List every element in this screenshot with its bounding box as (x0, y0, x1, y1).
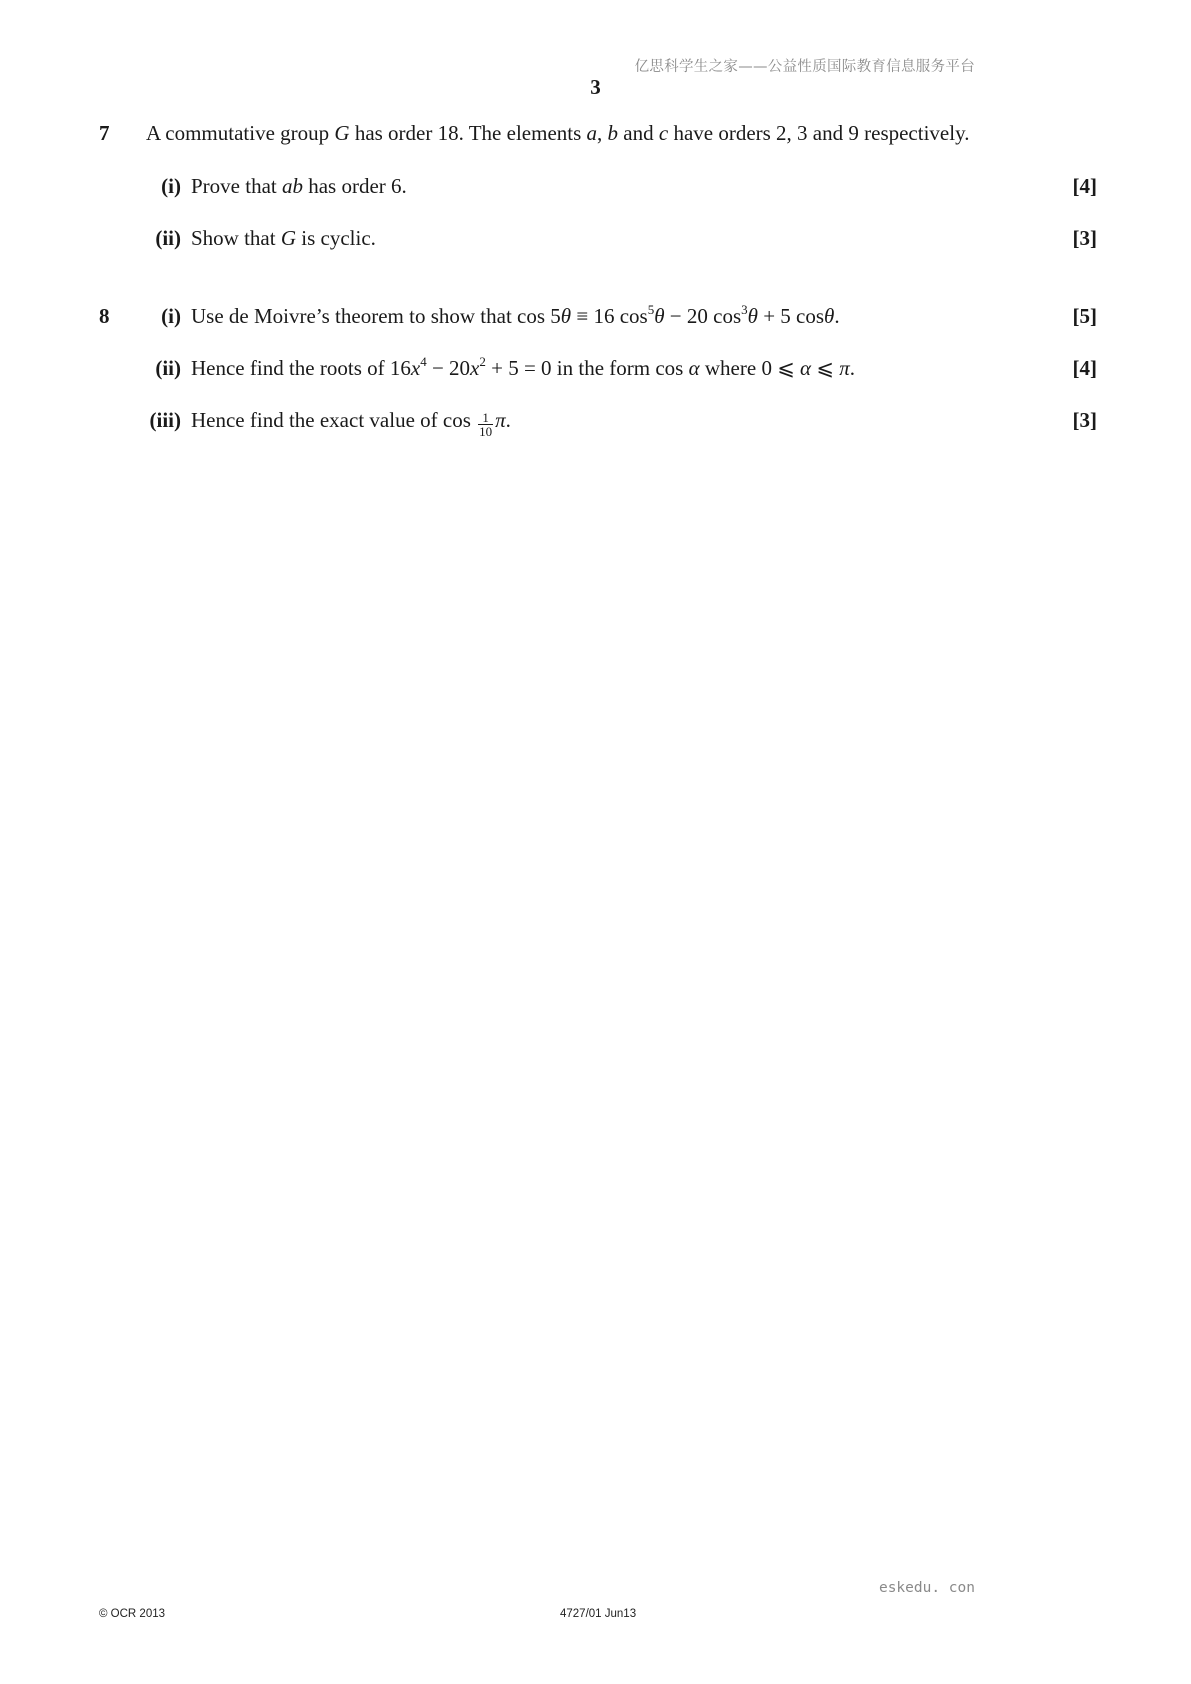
question-8-part-i-label: (i) (161, 304, 181, 328)
question-7-part-i-marks: [4] (1072, 174, 1097, 198)
question-8-part-i-text: Use de Moivre’s theorem to show that cos 5θ ≡ 16 $\cos^5\theta - 20$ $\cos^3\theta + 5$ cosθ. (191, 302, 840, 328)
question-7-stem: A commutative group G has order 18. The elements a, b and c have orders 2, 3 and 9 respectively. (146, 121, 970, 145)
question-8-number: 8 (99, 304, 110, 328)
site-watermark: eskedu. con (878, 1580, 975, 1596)
question-8-part-ii-marks: [4] (1072, 356, 1097, 380)
question-8-part-i-marks: [5] (1072, 304, 1097, 328)
question-7-part-ii-marks: [3] (1072, 226, 1097, 250)
copyright-text: © OCR 2013 (99, 1608, 166, 1620)
question-8-part-iii-text: Hence find the exact value of cos $\frac{1}{10}$ π. (191, 408, 511, 439)
question-7-number: 7 (99, 121, 110, 145)
fraction-one-tenth: $\frac{1}{10}$ (479, 410, 493, 439)
question-8-part-ii-text: Hence find the roots of $16x^4 - 20x^2 + 5 = 0$ in the form cos α where 0 ⩽ α ⩽ π. (191, 354, 855, 380)
watermark-text: 亿思科学生之家——公益性质国际教育信息服务平台 (634, 59, 975, 75)
question-7-part-ii-label: (ii) (155, 226, 181, 250)
question-8-part-iii-label: (iii) (149, 408, 181, 432)
question-7-part-i-text: Prove that ab has order 6. (191, 174, 407, 198)
question-7-part-ii-text: Show that G is cyclic. (191, 226, 376, 250)
question-7-part-i-label: (i) (161, 174, 181, 198)
question-8-part-iii-marks: [3] (1072, 408, 1097, 432)
page-number: 3 (590, 75, 601, 99)
question-8-part-ii-label: (ii) (155, 356, 181, 380)
paper-code: 4727/01 Jun13 (560, 1608, 637, 1620)
